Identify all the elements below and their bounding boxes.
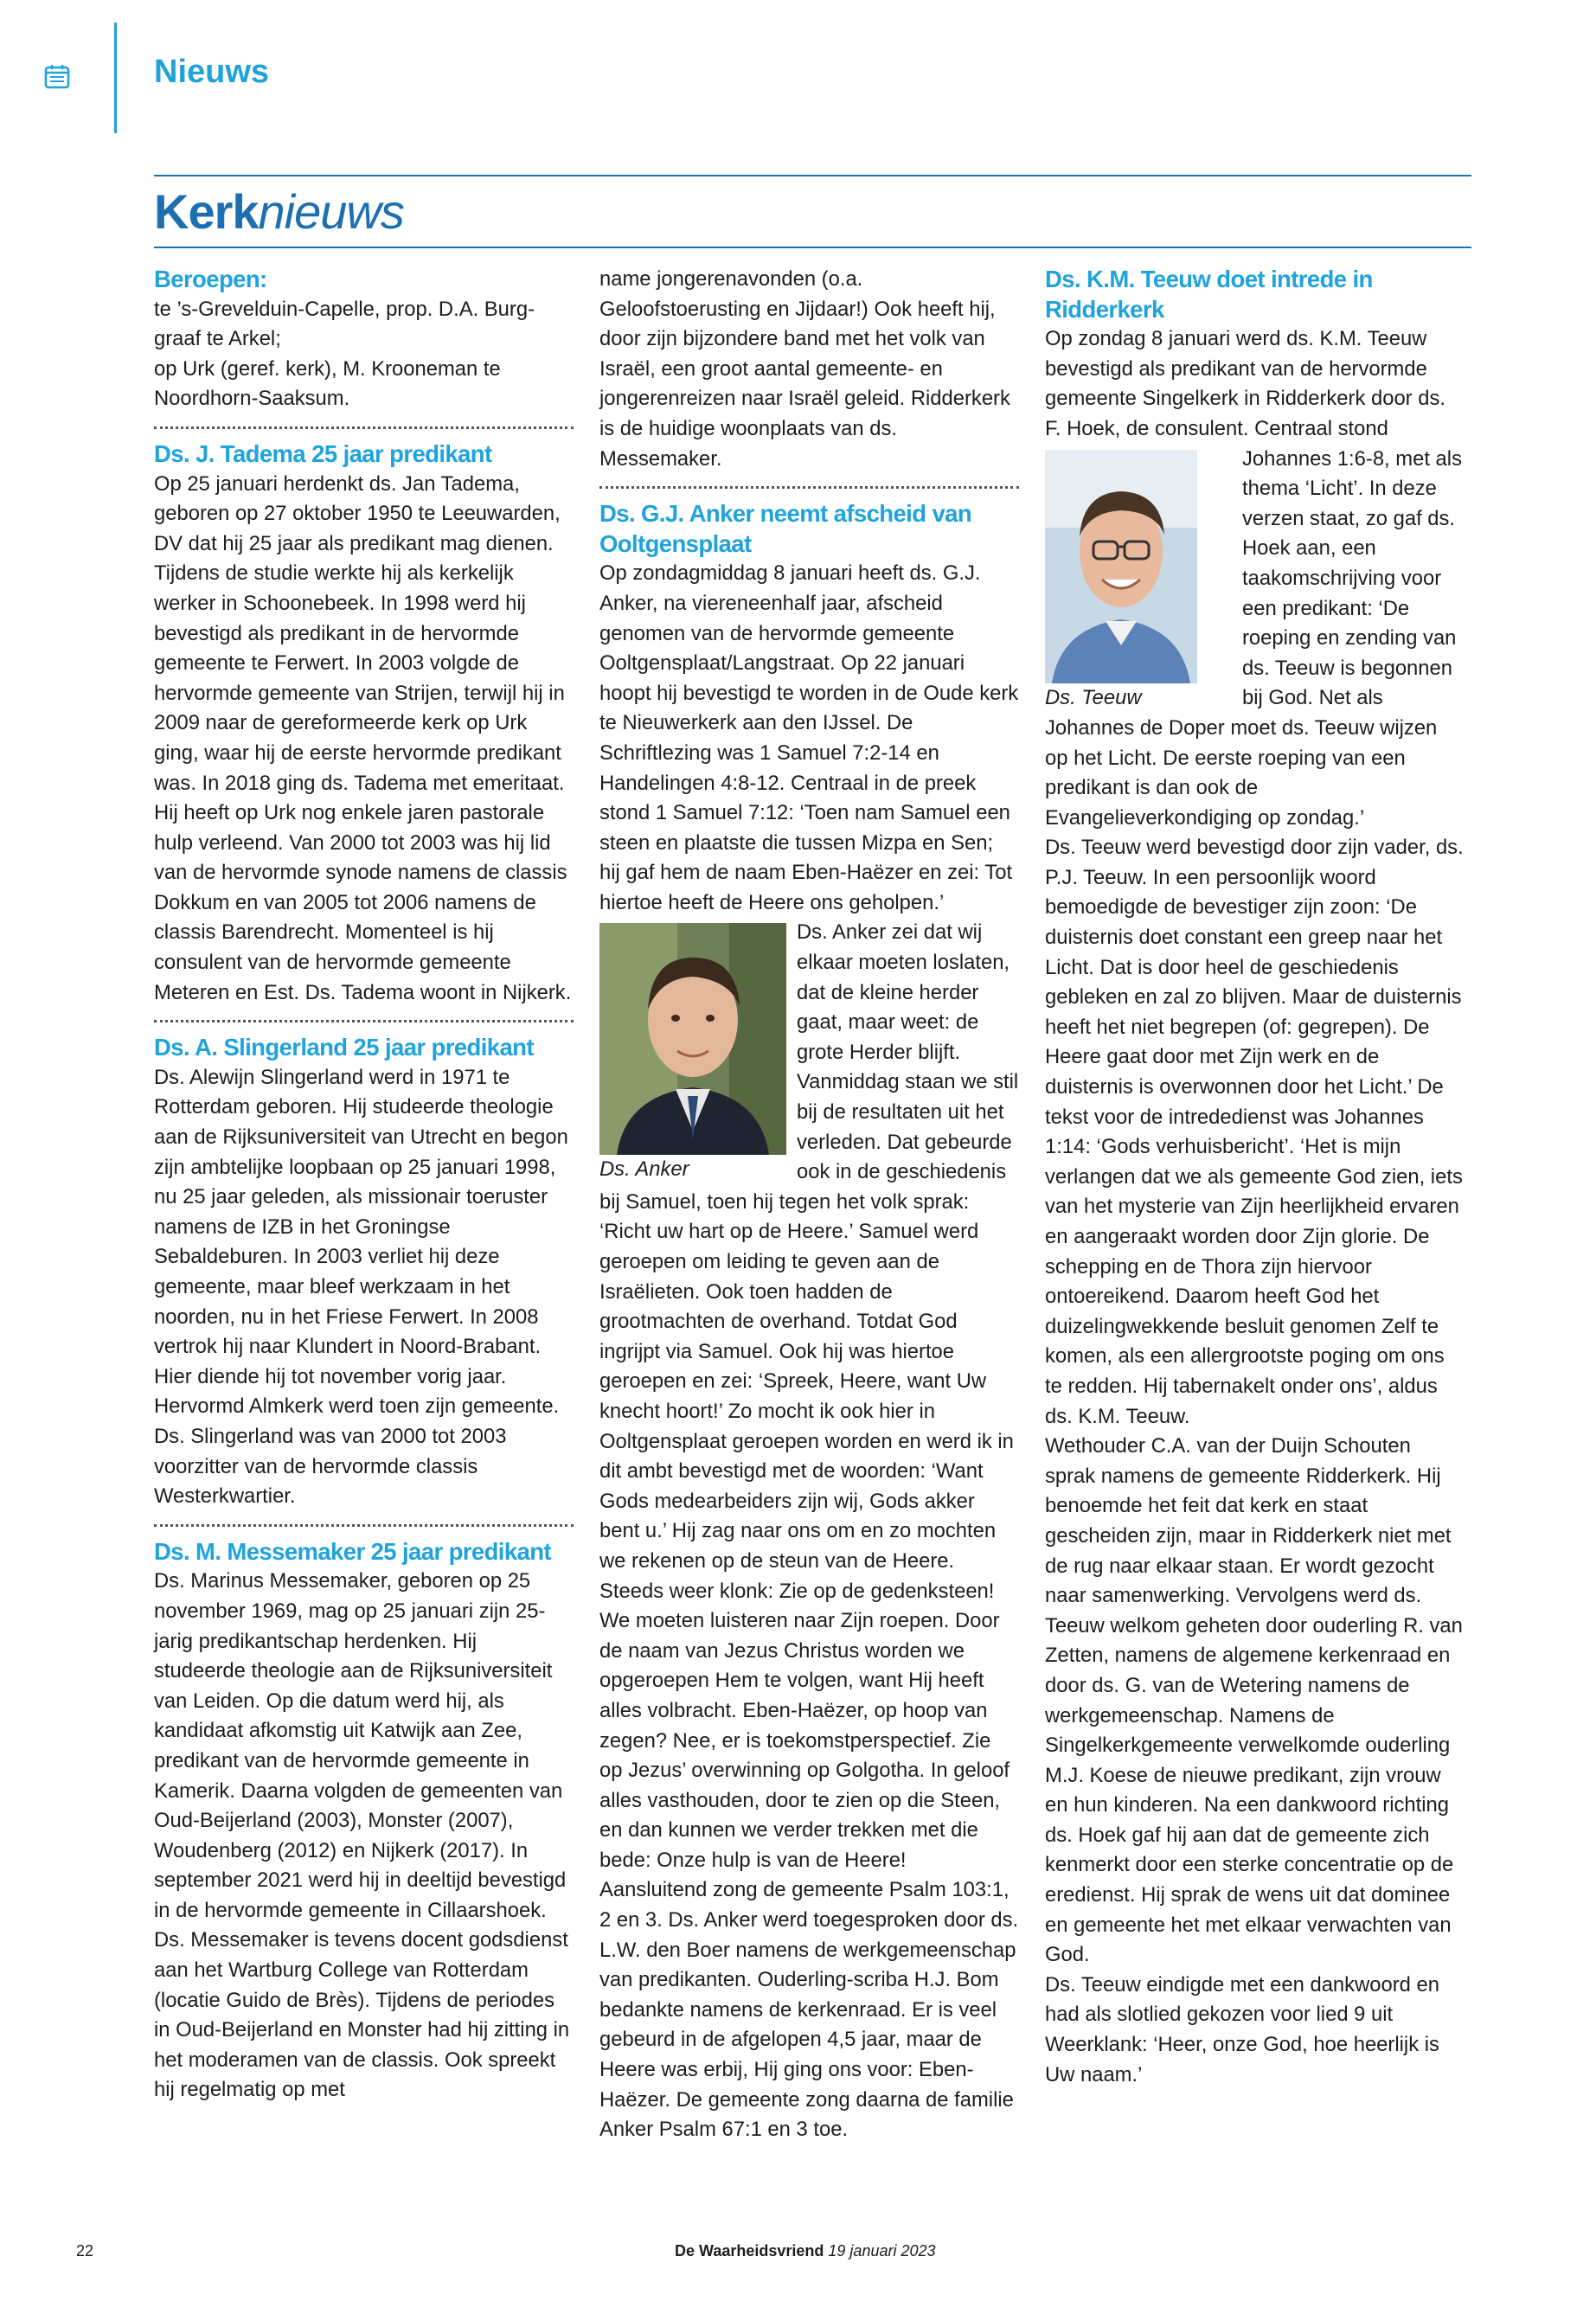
- beroepen-heading: Beroepen:: [154, 266, 267, 292]
- footer-credit: [675, 2242, 936, 2260]
- messemaker-heading: Ds. M. Messemaker 25 jaar predikant: [154, 1537, 551, 1565]
- teeuw-article-3: Ds. Teeuw werd bevestigd door zijn vader, ds. P.J. Teeuw. In een persoonlijk woord bemoedigde de bevestiger zijn zoon: ‘De duisternis doet constant een greep naar het Licht. Dat is door heel de geschiedenis gebleken en zal zo blijven. Maar de duisternis heeft het niet begrepen (of: gegrepen). De Heere gaat door met Zijn werk en de duisternis is overwonnen door het Licht.’ De tekst voor de intrededienst was Johannes 1:14: ‘Gods verhuisbericht’. ‘Het is mijn verlangen dat we als gemeente God zien, iets van het mysterie van Zijn heerlijkheid ervaren en aangeraakt worden door Zijn glorie. De schepping en de Thora zijn hiervoor ontoereikend. Daarom heeft God het duizelingwekkende besluit genomen Zelf te komen, als een allergrootste poging om ons te redden. Hij tabernakelt onder ons’, aldus ds. K.M. Teeuw.: [1045, 836, 1464, 1428]
- title-top-rule: [154, 175, 1471, 176]
- column-3: [1045, 265, 1465, 2090]
- anker-article: Op zondagmiddag 8 januari heeft ds. G.J. Anker, na viereneenhalf jaar, afscheid genomen van de hervormde gemeente Ooltgensplaat/Langstraat. Op 22 januari hoopt hij bevestigd te worden in de Oude kerk te Nieuwerkerk aan den IJssel. De Schriftlezing was 1 Samuel 7:2-14 en Handelingen 4:8-12. Centraal in de preek stond 1 Samuel 7:12: ‘Toen nam Samuel een steen en plaatste die tussen Mizpa en Sen; hij gaf hem de naam Eben-Haëzer en zei: Tot hiertoe heeft de Heere ons geholpen.’: [599, 561, 1019, 914]
- teeuw-heading: Ds. K.M. Teeuw doet intrede in Ridderkerk: [1045, 266, 1373, 323]
- teeuw-article: Op zondag 8 januari werd ds. K.M. Teeuw bevestigd als predikant van de hervormde gemeente Singelkerk in Ridderkerk door ds. F. Hoek, de consulent. Centraal stond: [1045, 327, 1445, 440]
- teeuw-portrait-image: [1045, 450, 1197, 683]
- tadema-heading: Ds. J. Tadema 25 jaar predikant: [154, 439, 492, 467]
- beroepen-line: op Urk (geref. kerk), M. Krooneman te: [154, 356, 501, 381]
- dotted-divider: [154, 426, 574, 429]
- teeuw-photo: [1045, 450, 1227, 714]
- teeuw-caption: Ds. Teeuw: [1045, 685, 1142, 709]
- beroepen-line: te ’s-Grevelduin-Capelle, prop. D.A. Burg-: [154, 297, 535, 321]
- anker-caption: Ds. Anker: [599, 1157, 689, 1182]
- publication-date: 19 januari 2023: [828, 2242, 936, 2259]
- beroepen-line: graaf te Arkel;: [154, 327, 281, 351]
- anker-photo: [599, 923, 786, 1185]
- title-bottom-rule: [154, 247, 1471, 248]
- slingerland-article: Ds. Alewijn Slingerland werd in 1971 te Rotterdam geboren. Hij studeerde theologie aan de Rijksuniversiteit van Utrecht en begon zijn ambtelijke loopbaan op 25 januari 1998, nu 25 jaar geleden, als missionair toeruster namens de IZB in het Groningse Sebaldeburen. In 2003 verliet hij deze gemeente, maar bleef werkzaam in het noorden, nu in het Friese Ferwert. In 2008 vertrok hij naar Klundert in Noord-Brabant. Hier diende hij tot november vorig jaar. Hervormd Almkerk werd toen zijn gemeente. Ds. Slingerland was van 2000 tot 2003 voorzitter van de hervormde classis Westerkwartier.: [154, 1065, 568, 1509]
- dotted-divider: [154, 1020, 574, 1022]
- page-number: 22: [76, 2242, 94, 2259]
- page-title: Kerknieuws: [154, 184, 404, 239]
- slingerland-heading: Ds. A. Slingerland 25 jaar predikant: [154, 1034, 534, 1061]
- teeuw-article-4: Wethouder C.A. van der Duijn Schouten sprak namens de gemeente Ridderkerk. Hij benoemde het feit dat kerk en staat gescheiden zijn, maar in Ridderkerk niet met de rug naar elkaar staan. Er wordt gezocht naar samenwerking. Vervolgens werd ds. Teeuw welkom geheten door ouderling R. van Zetten, namens de algemene kerkenraad en door ds. G. van de Wetering namens de werkgemeenschap. Namens de Singelkerkgemeente verwelkomde ouderling M.J. Koese de nieuwe predikant, zijn vrouw en hun kinderen. Na een dankwoord richting ds. Hoek gaf hij aan dat de gemeente zich kenmerkt door een sterke concentratie op de eredienst. Hij sprak de wens uit dat dominee en gemeente het met elkaar verwachten van God.: [1045, 1434, 1463, 1967]
- teeuw-article-2: op het Licht. De eerste roeping van een predikant is dan ook de Evangelieverkondiging op zondag.’: [1045, 746, 1406, 830]
- anker-article-2: Ds. Anker zei dat wij elkaar moeten loslaten, dat de kleine herder gaat, maar weet: de grote Herder blijft. Vanmiddag staan we stil bij de resultaten uit het verleden. Dat gebeurde ook in de geschiedenis bij Samuel, toen hij tegen het volk sprak: ‘Richt uw hart op de Heere.’ Samuel werd geroepen om leiding te geven aan de Israëlieten. Ook toen hadden de grootmachten de overhand. Totdat God ingrijpt via Samuel. Ook hij was hiertoe geroepen en zei: ‘Spreek, Heere, want Uw knecht hoort!’ Zo mocht ik ook hier in Ooltgensplaat geroepen worden en werd ik in dit ambt bevestigd met de woorden: ‘Want Gods medearbeiders zijn wij, Gods akker bent u.’ Hij zag naar ons om en zo mochten we rekenen op de steun van de Heere. Steeds weer klonk: Zie op de gedenksteen! We moeten luisteren naar Zijn roepen. Door de naam van Jezus Christus worden we opgeroepen Hem te volgen, want Hij heeft alles volbracht. Eben-Haëzer, op hoop van zegen? Nee, er is toekomstperspectief. Zie op Jezus’ overwinning op Golgotha. In geloof alles vasthouden, door te zien op die Steen, en dan kunnen we verder trekken met die bede: Onze hulp is van de Heere!: [599, 920, 1019, 1872]
- header-divider: [114, 22, 117, 133]
- messemaker-article: Ds. Marinus Messemaker, geboren op 25 november 1969, mag op 25 januari zijn 25-jarig predikantschap herdenken. Hij studeerde theologie aan de Rijksuniversiteit van Leiden. Op die datum werd hij, als kandidaat afkomstig uit Katwijk aan Zee, predikant van de hervormde gemeente in Kamerik. Daarna volgden de gemeenten van Oud-Beijerland (2003), Monster (2007), Woudenberg (2012) en Nijkerk (2017). In september 2021 werd hij in deeltijd bevestigd in de hervormde gemeente in Cillaarshoek. Ds. Messemaker is tevens docent godsdienst aan het Wartburg College van Rotterdam (locatie Guido de Brès). Tijdens de periodes in Oud-Beijerland en Monster had hij zitting in het moderamen van de classis. Ook spreekt hij regelmatig op met: [154, 1569, 570, 2102]
- column-2: [599, 265, 1019, 2145]
- anker-heading: Ds. G.J. Anker neemt afscheid van Ooltgensplaat: [599, 500, 972, 557]
- anker-portrait-image: [599, 923, 786, 1155]
- dotted-divider: [154, 1524, 574, 1527]
- section-label: Nieuws: [154, 54, 270, 90]
- teeuw-float-text: Johannes 1:6-8, met als thema ‘Licht’. In deze verzen staat, zo gaf ds. Hoek aan, een taakomschrijving voor een predikant: ‘De roeping en zending van ds. Teeuw is begonnen bij God. Net als Johannes de Doper moet ds. Teeuw wijzen: [1045, 446, 1462, 740]
- calendar-icon: [43, 62, 71, 90]
- beroepen-line: Noordhorn-Saaksum.: [154, 387, 350, 411]
- anker-article-3: Aansluitend zong de gemeente Psalm 103:1, 2 en 3. Ds. Anker werd toegesproken door ds. L.W. den Boer namens de werkgemeenschap van predikanten. Ouderling-scriba H.J. Bom bedankte namens de kerkenraad. Er is veel gebeurd in de afgelopen 4,5 jaar, maar de Heere was erbij, Hij ging ons voor: Eben-Haëzer. De gemeente zong daarna de familie Anker Psalm 67:1 en 3 toe.: [599, 1878, 1019, 2142]
- column-1: [154, 265, 574, 2106]
- dotted-divider: [599, 486, 1019, 489]
- tadema-article: Op 25 januari herdenkt ds. Jan Tadema, geboren op 27 oktober 1950 te Leeuwarden, DV dat hij 25 jaar als predikant mag dienen. Tijdens de studie werkte hij als kerkelijk werker in Schoonebeek. In 1998 werd hij bevestigd als predikant in de hervormde gemeente te Ferwert. In 2003 volgde de hervormde gemeente van Strijen, terwijl hij in 2009 naar de gereformeerde kerk op Urk ging, waar hij de eerste hervormde predikant was. In 2018 ging ds. Tadema met emeritaat. Hij heeft op Urk nog enkele jaren pastorale hulp verleend. Van 2000 tot 2003 was hij lid van de hervormde synode namens de classis Dokkum en van 2005 tot 2006 namens de classis Barendrecht. Momenteel is hij consulent van de hervormde gemeente Meteren en Est. Ds. Tadema woont in Nijkerk.: [154, 471, 572, 1004]
- messemaker-continued: name jongerenavonden (o.a. Geloofstoerusting en Jijdaar!) Ook heeft hij, door zijn bijzondere band met het volk van Israël, een groot aantal gemeente- en jongerenreizen naar Israël geleid. Ridderkerk is de huidige woonplaats van ds. Messemaker.: [599, 267, 1010, 471]
- teeuw-article-5: Ds. Teeuw eindigde met een dankwoord en had als slotlied gekozen voor lied 9 uit Weerklank: ‘Heer, onze God, hoe heerlijk is Uw naam.’: [1045, 1972, 1439, 2086]
- publication-name: De Waarheidsvriend: [675, 2242, 824, 2259]
